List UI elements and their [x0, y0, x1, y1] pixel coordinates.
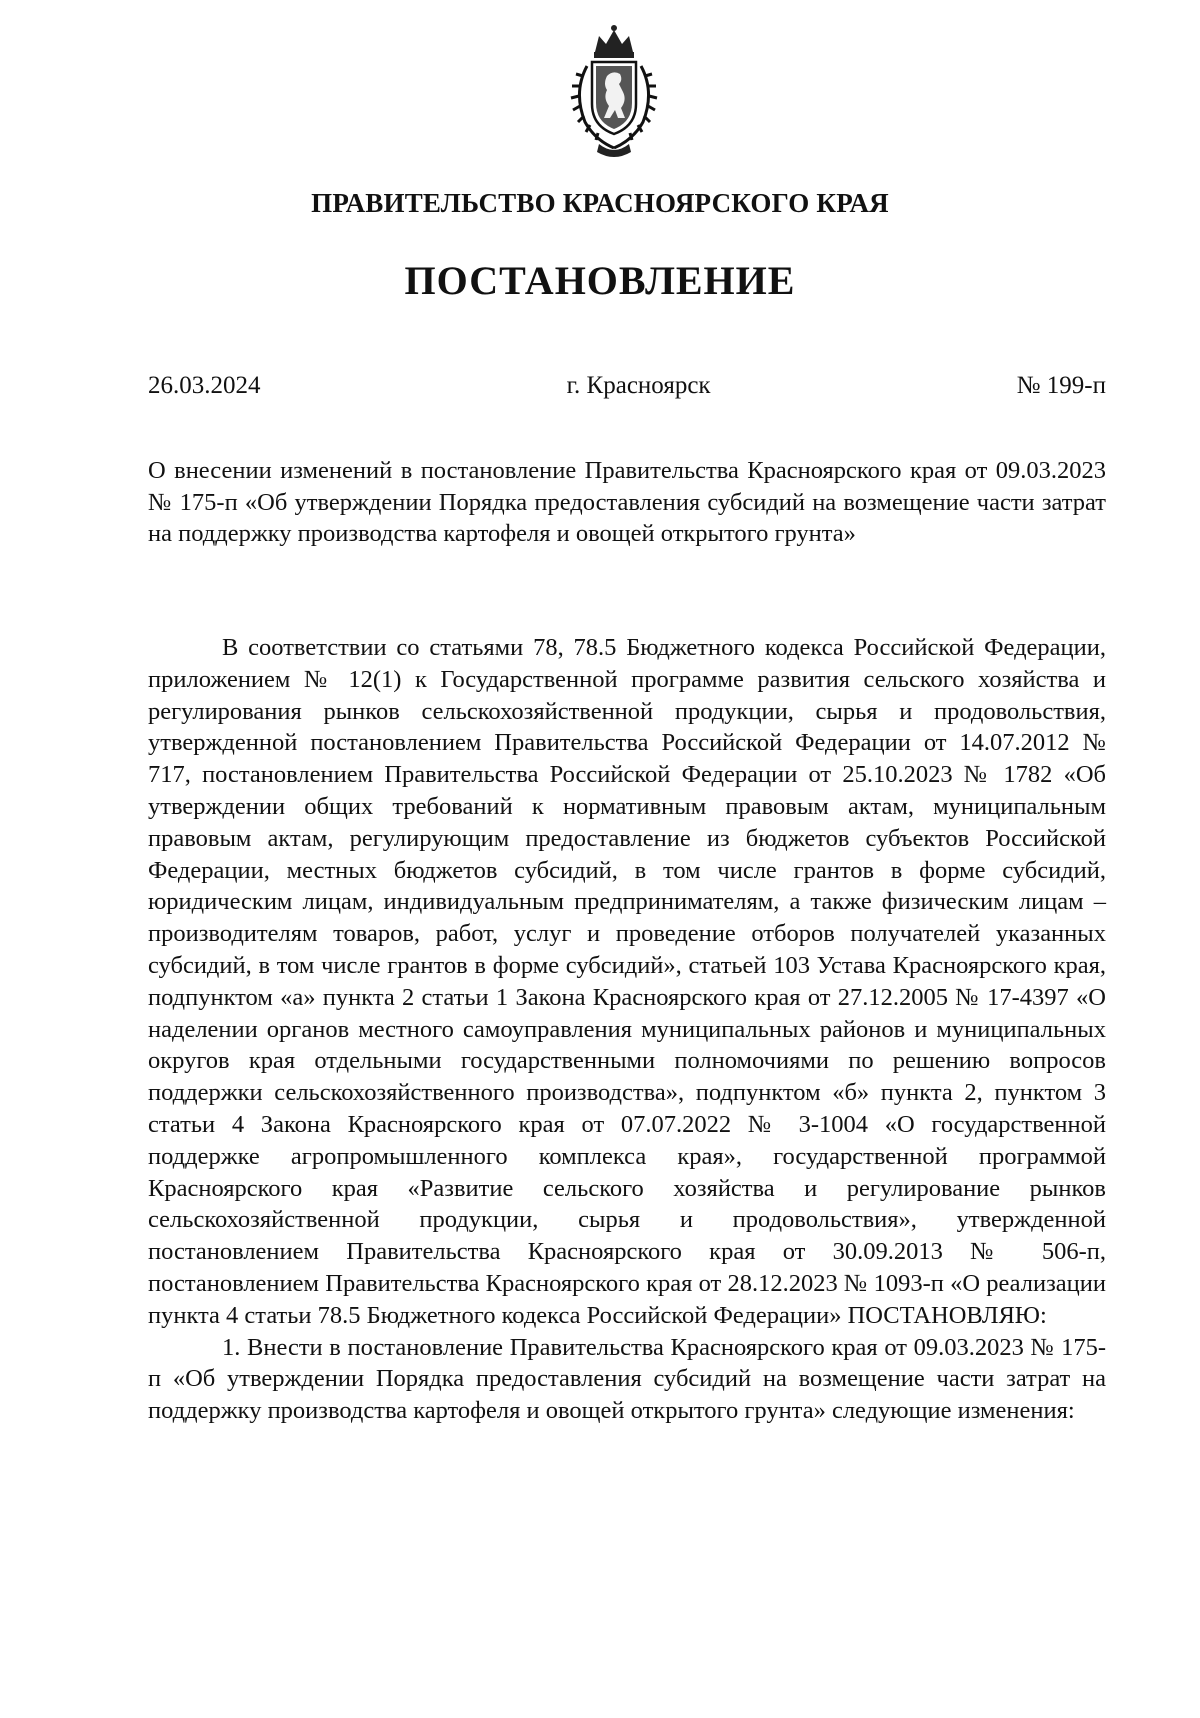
document-date: 26.03.2024 [148, 372, 261, 399]
document-type-title: ПОСТАНОВЛЕНИЕ [404, 258, 796, 303]
coat-of-arms-icon [565, 22, 663, 160]
document-number: № 199-п [1016, 372, 1106, 399]
preamble-paragraph: В соответствии со статьями 78, 78.5 Бюджетного кодекса Российской Федерации, приложением № 12(1) к Государственной программе развития сельского хозяйства и регулирования рынков сельскохозяйственной продукции, сырья и продовольствия, утвержденной постановлением Правительства Российской Федерации от 14.07.2012 № 717, постановлением Правительства Российской Федерации от 25.10.2023 № 1782 «Об утверждении общих требований к нормативным правовым актам, муниципальным правовым актам, регулирующим предоставление из бюджетов субъектов Российской Федерации, местных бюджетов субсидий, в том числе грантов в форме субсидий, юридическим лицам, индивидуальным предпринимателям, а также физическим лицам – производителям товаров, работ, услуг и проведение отборов получателей указанных субсидий, в том числе грантов в форме субсидий», статьей 103 Устава Красноярского края, подпунктом «а» пункта 2 статьи 1 Закона Красноярского края от 27.12.2005 № 17-4397 «О наделении органов местного самоуправления муниципальных районов и муниципальных округов края отдельными государственными полномочиями по решению вопросов поддержки сельскохозяйственного производства», подпунктом «б» пункта 2, пунктом 3 статьи 4 Закона Красноярского края от 07.07.2022 № 3-1004 «О государственной поддержке агропромышленного комплекса края», государственной программой Красноярского края «Развитие сельского хозяйства и регулирование рынков сельскохозяйственной продукции, сырья и продовольствия», утвержденной постановлением Правительства Красноярского края от 30.09.2013 № 506-п, постановлением Правительства Красноярского края от 28.12.2023 № 1093-п «О реализации пункта 4 статьи 78.5 Бюджетного кодекса Российской Федерации» ПОСТАНОВЛЯЮ: [148, 634, 1106, 1329]
document-city: г. Красноярск [566, 372, 711, 399]
document-body [148, 632, 1106, 1427]
organization-title: ПРАВИТЕЛЬСТВО КРАСНОЯРСКОГО КРАЯ [311, 188, 889, 218]
document-subject: О внесении изменений в постановление Правительства Красноярского края от 09.03.2023 № 175-п «Об утверждении Порядка предоставления субсидий на возмещение части затрат на поддержку производства картофеля и овощей открытого грунта» [148, 457, 1106, 547]
item-1-paragraph: 1. Внести в постановление Правительства Красноярского края от 09.03.2023 № 175-п «Об утверждении Порядка предоставления субсидий на возмещение части затрат на поддержку производства картофеля и овощей открытого грунта» следующие изменения: [148, 1333, 1106, 1425]
document-meta-row [148, 372, 1106, 400]
